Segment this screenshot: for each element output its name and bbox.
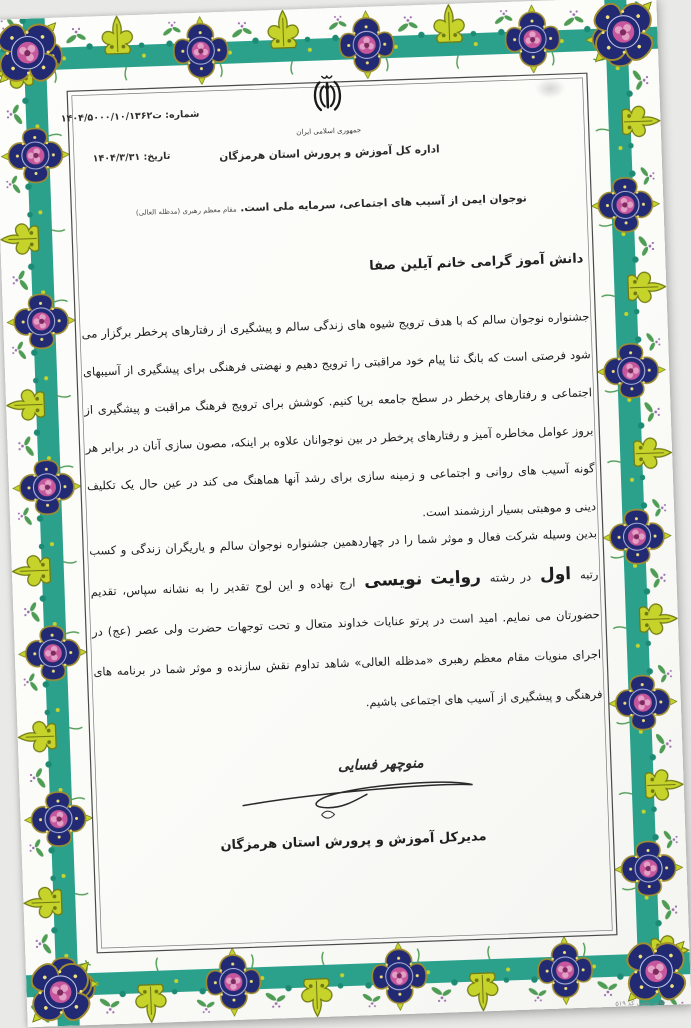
- print-code: چاپ نجفی کد ۵۱۹: [615, 998, 666, 1008]
- slogan-attribution: مقام معظم رهبری (مدظله العالی): [135, 205, 237, 218]
- letter-number: شماره: ت۱۴۰۴/۵۰۰۰/۱۰/۱۳۶۲: [60, 108, 200, 125]
- signature-title: مدیرکل آموزش و پرورش استان هرمزگان: [220, 829, 487, 854]
- republic-caption: جمهوری اسلامی ایران: [296, 126, 362, 137]
- field-highlight: روایت نویسی: [363, 567, 482, 592]
- letter-date: تاریخ: ۱۴۰۴/۳/۳۱: [92, 150, 171, 165]
- rank-highlight: اول: [539, 564, 572, 586]
- signature-name: منوچهر فسایی: [337, 755, 424, 775]
- signature-flourish-icon: [234, 773, 485, 828]
- department-title: اداره کل آموزش و پرورش استان هرمزگان: [219, 143, 440, 164]
- body2-segment-3: ارج نهاده و این لوح تقدیر را به نشانه سپاس، تقدیم حضورتان می نمایم. امید است در پرتو عنایات خداوند متعال و تحت توجهات حضرت ولی عصر (عج) در اجرای منویات مقام معظم رهبری «مدظله العالی» شاهد تداوم نقش سازنده و موثر شما در برنامه های فرهنگی و پیشگیری از آسیب های اجتماعی باشیم.: [90, 575, 603, 710]
- body-paragraph-1: جشنواره نوجوان سالم که با هدف ترویج شیوه های زندگی سالم و پیشگیری از رفتارهای پرخطر برگزار می شود فرصتی است که بانگ ثنا پیام خود مراقبتی را ترویج دهیم و نهضتی فرهنگی برای پیشگیری از آسیبهای اجتماعی و رفتارهای پرخطر در سطح جامعه برپا کنیم. کوشش برای ترویج فرهنگ مراقبت و پیشگیری از بروز عوامل مخاطره آمیز و رفتارهای پرخطر در بین نوجوانان علاوه بر اینکه، مصون سازی آنان در برابر هر گونه آسیب های روانی و اجتماعی و زمینه سازی برای رشد آنها هماهنگ می کند در عین حال یک تکلیف دینی و موهبتی بسیار ارزشمند است.: [81, 309, 597, 520]
- slogan-text: نوجوان ایمن از آسیب های اجتماعی، سرمایه ملی است.: [240, 192, 527, 215]
- body-paragraph-2: [89, 513, 604, 732]
- body2-segment-1: بدین وسیله شرکت فعال و موثر شما را در چهاردهمین جشنواره نوجوان سالم و یاریگران زندگی و کسب رتبه: [88, 526, 599, 582]
- recipient-line: دانش آموز گرامی خانم آیلین صفا: [368, 251, 584, 274]
- body2-segment-2: در رشته: [483, 569, 538, 586]
- iran-emblem-icon: [299, 69, 357, 123]
